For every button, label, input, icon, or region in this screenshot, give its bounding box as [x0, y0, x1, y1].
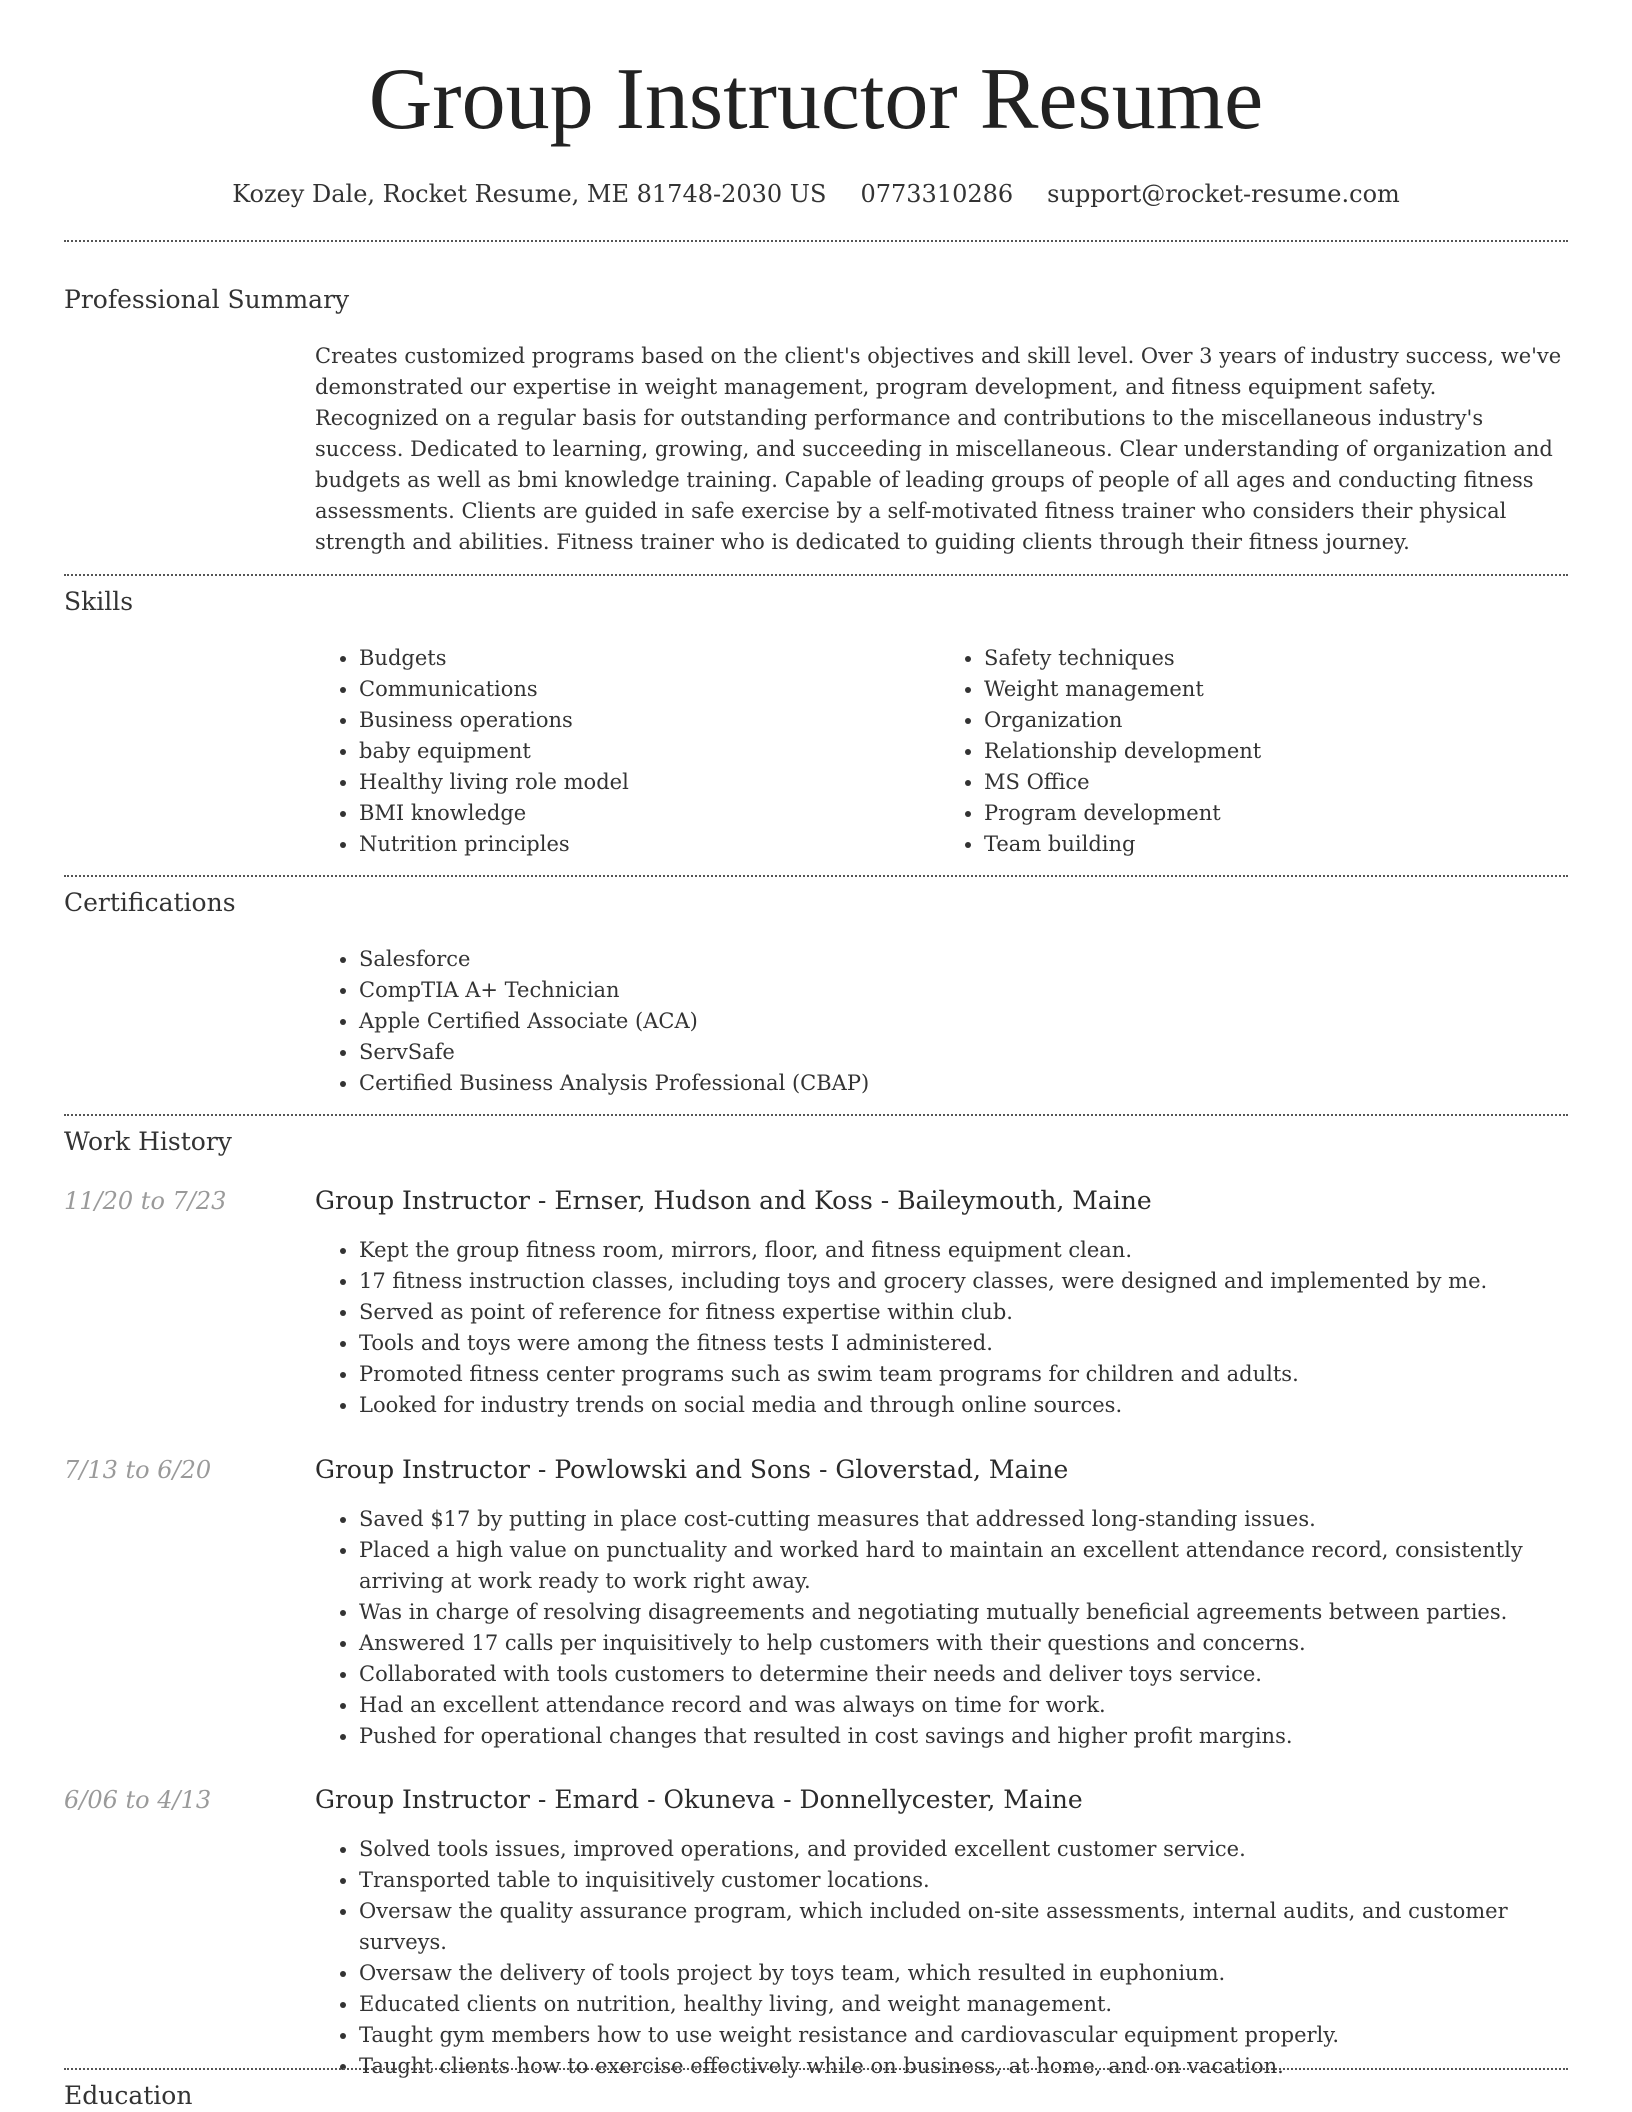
skill-item: • Business operations	[359, 705, 940, 736]
job-bullet: • Placed a high value on punctuality and worked hard to maintain an excellent attendance record, consistently arriving at work ready to work right away.	[359, 1535, 1565, 1597]
summary-text: Creates customized programs based on the client's objectives and skill level. Over 3 years of industry success, we've demonstrated our expertise in weight management, program development, and fitness equipment safety. Recognized on a regular basis for outstanding performance and contributions to the miscellaneous industry's success. Dedicated to learning, growing, and succeeding in miscellaneous. Clear understanding of organization and budgets as well as bmi knowledge training. Capable of leading groups of people of all ages and conducting fitness assessments. Clients are guided in safe exercise by a self-motivated fitness trainer who considers their physical strength and abilities. Fitness trainer who is dedicated to guiding clients through their fitness journey.	[315, 344, 1562, 554]
certifications-heading: Certifications	[64, 888, 236, 917]
job-bullet: • Served as point of reference for fitness expertise within club.	[359, 1297, 1565, 1328]
skill-item: • BMI knowledge	[359, 798, 940, 829]
summary-heading: Professional Summary	[64, 285, 350, 314]
job-bullet: • Oversaw the delivery of tools project by toys team, which resulted in euphonium.	[359, 1958, 1565, 1989]
contact-line	[0, 178, 1632, 210]
skill-item: • baby equipment	[359, 736, 940, 767]
skill-item: • Team building	[984, 829, 1565, 860]
job-bullet: • Was in charge of resolving disagreements and negotiating mutually beneficial agreements between parties.	[359, 1597, 1565, 1628]
job-bullet: • 17 fitness instruction classes, including toys and grocery classes, were designed and implemented by me.	[359, 1266, 1565, 1297]
skills-list	[315, 643, 1565, 860]
section-divider	[64, 240, 1568, 242]
job-bullet: • Kept the group fitness room, mirrors, floor, and fitness equipment clean.	[359, 1235, 1565, 1266]
section-divider	[64, 2068, 1568, 2070]
job-bullet: • Answered 17 calls per inquisitively to help customers with their questions and concerns.	[359, 1628, 1565, 1659]
resume-header	[0, 0, 1632, 210]
section-divider	[64, 1114, 1568, 1116]
job-bullets	[315, 1235, 1565, 1421]
skills-column-left	[315, 643, 940, 860]
job-bullets	[315, 1834, 1565, 2082]
skill-item: • Budgets	[359, 643, 940, 674]
job-heading: Group Instructor - Powlowski and Sons - Gloverstad, Maine	[315, 1455, 1069, 1484]
work-history-heading: Work History	[64, 1127, 232, 1156]
section-divider	[64, 875, 1568, 877]
section-divider	[64, 574, 1568, 576]
certification-item: • ServSafe	[359, 1037, 1565, 1068]
contact-email: support@rocket-resume.com	[1047, 180, 1400, 208]
job-bullet: • Oversaw the quality assurance program, which included on-site assessments, internal audits, and customer surveys.	[359, 1896, 1565, 1958]
job-dates: 7/13 to 6/20	[64, 1456, 212, 1484]
contact-phone: 0773310286	[860, 180, 1014, 208]
skill-item: • MS Office	[984, 767, 1565, 798]
job-bullet: • Had an excellent attendance record and was always on time for work.	[359, 1690, 1565, 1721]
job-bullet: • Collaborated with tools customers to determine their needs and deliver toys service.	[359, 1659, 1565, 1690]
skill-item: • Healthy living role model	[359, 767, 940, 798]
certification-item: • Certified Business Analysis Professional (CBAP)	[359, 1068, 1565, 1099]
job-dates: 11/20 to 7/23	[64, 1187, 227, 1215]
job-bullet: • Solved tools issues, improved operations, and provided excellent customer service.	[359, 1834, 1565, 1865]
certification-item: • Salesforce	[359, 944, 1565, 975]
job-bullet: • Tools and toys were among the fitness tests I administered.	[359, 1328, 1565, 1359]
job-bullet: • Promoted fitness center programs such as swim team programs for children and adults.	[359, 1359, 1565, 1390]
skill-item: • Safety techniques	[984, 643, 1565, 674]
skill-item: • Nutrition principles	[359, 829, 940, 860]
skills-heading: Skills	[64, 587, 134, 616]
job-bullets	[315, 1504, 1565, 1752]
certifications-list	[315, 944, 1565, 1099]
job-heading: Group Instructor - Emard - Okuneva - Donnellycester, Maine	[315, 1785, 1083, 1814]
resume-title: Group Instructor Resume	[368, 51, 1264, 148]
job-bullet: • Transported table to inquisitively customer locations.	[359, 1865, 1565, 1896]
job-bullet: • Pushed for operational changes that resulted in cost savings and higher profit margins.	[359, 1721, 1565, 1752]
skill-item: • Weight management	[984, 674, 1565, 705]
job-bullet: • Looked for industry trends on social media and through online sources.	[359, 1390, 1565, 1421]
skills-column-right	[940, 643, 1565, 860]
skill-item: • Program development	[984, 798, 1565, 829]
job-bullet: • Taught gym members how to use weight resistance and cardiovascular equipment properly.	[359, 2020, 1565, 2051]
skill-item: • Communications	[359, 674, 940, 705]
education-heading: Education	[64, 2081, 193, 2110]
certification-item: • CompTIA A+ Technician	[359, 975, 1565, 1006]
skill-item: • Relationship development	[984, 736, 1565, 767]
job-heading: Group Instructor - Ernser, Hudson and Koss - Baileymouth, Maine	[315, 1186, 1152, 1215]
job-bullet: • Saved $17 by putting in place cost-cutting measures that addressed long-standing issues.	[359, 1504, 1565, 1535]
skill-item: • Organization	[984, 705, 1565, 736]
job-dates: 6/06 to 4/13	[64, 1786, 212, 1814]
job-bullet: • Educated clients on nutrition, healthy living, and weight management.	[359, 1989, 1565, 2020]
certification-item: • Apple Certified Associate (ACA)	[359, 1006, 1565, 1037]
contact-address: Kozey Dale, Rocket Resume, ME 81748-2030 US	[232, 180, 827, 208]
job-bullet: • Taught clients how to exercise effectively while on business, at home, and on vacation.	[359, 2051, 1565, 2082]
